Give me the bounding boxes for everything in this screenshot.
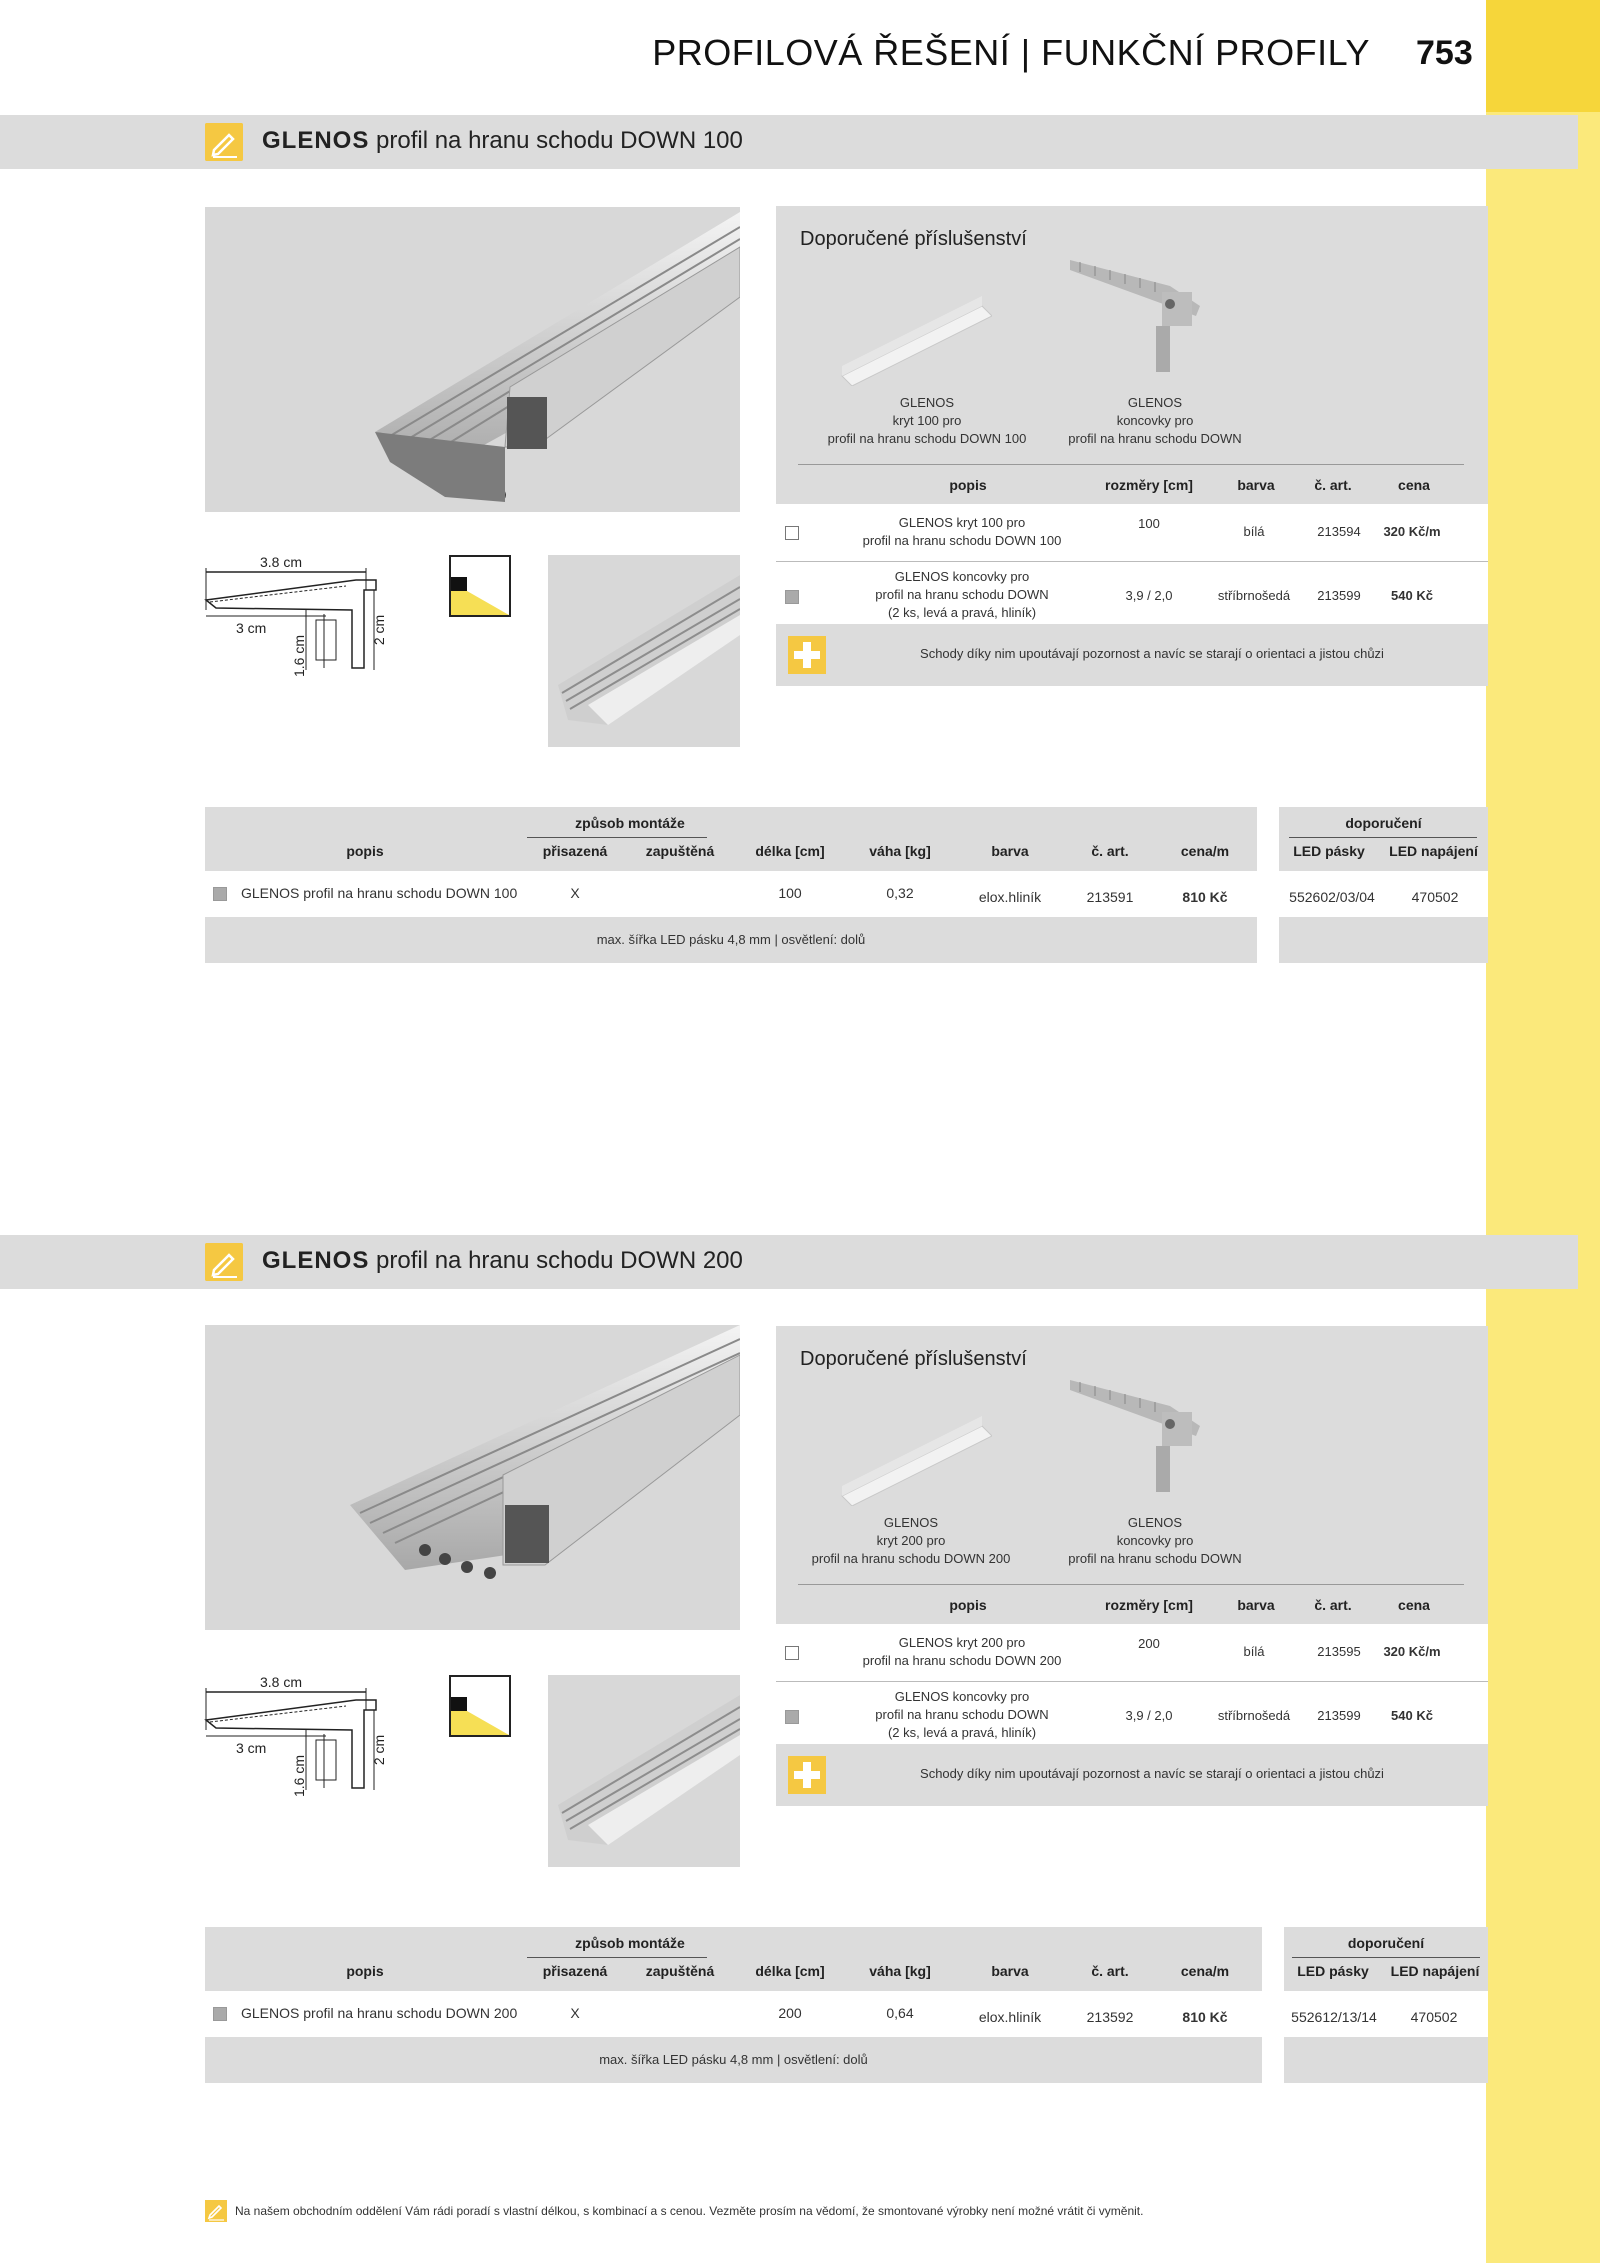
row-checkbox[interactable] <box>785 526 799 540</box>
accessory-item[interactable]: GLENOS kryt 200 pro profil na hranu schodu DOWN 200 <box>811 1515 1011 1566</box>
dimension-drawing <box>196 550 406 680</box>
accessory-row[interactable]: GLENOS koncovky pro profil na hranu schodu DOWN (2 ks, levá a pravá, hliník) 3,9 / 2,0 stříbrnošedá 213599 540 Kč <box>776 1682 1488 1748</box>
pencil-icon <box>205 2200 227 2222</box>
light-direction-icon <box>449 1675 511 1737</box>
category-tab[interactable] <box>1486 0 1600 112</box>
recommendation-row[interactable]: 552602/03/04 470502 <box>1279 871 1488 917</box>
row-checkbox[interactable] <box>785 590 799 604</box>
cover-image[interactable] <box>832 266 992 386</box>
footer-note <box>205 2200 1465 2224</box>
dim-height-total: 2 cm <box>371 1734 388 1766</box>
end-cap-image[interactable] <box>1070 1376 1220 1506</box>
tip-bar <box>776 1744 1488 1806</box>
profile-render <box>205 207 740 512</box>
product-photo <box>205 1325 740 1630</box>
product-detail-photo <box>548 555 740 747</box>
plus-icon <box>788 1756 826 1794</box>
product-note: max. šířka LED pásku 4,8 mm | osvětlení: dolů <box>205 917 1257 963</box>
pencil-icon <box>205 123 243 161</box>
product-photo <box>205 207 740 512</box>
page-title: PROFILOVÁ ŘEŠENÍ | FUNKČNÍ PROFILY <box>652 32 1370 73</box>
recommendation-row[interactable]: 552612/13/14 470502 <box>1284 1991 1488 2037</box>
accessory-item[interactable]: GLENOS kryt 100 pro profil na hranu schodu DOWN 100 <box>827 395 1027 446</box>
accessory-row[interactable]: GLENOS kryt 100 pro profil na hranu schodu DOWN 100 100 bílá 213594 320 Kč/m <box>776 504 1488 562</box>
accessories-table-header: popis rozměry [cm] barva č. art. cena <box>798 1584 1464 1624</box>
dim-width-top: 3.8 cm <box>260 1674 303 1690</box>
end-cap-image[interactable] <box>1070 256 1220 386</box>
accessory-item[interactable]: GLENOS koncovky pro profil na hranu schodu DOWN <box>1068 395 1242 446</box>
light-direction-icon <box>449 555 511 617</box>
section-title: GLENOS profil na hranu schodu DOWN 100 <box>262 127 743 154</box>
dimension-drawing <box>196 1670 406 1800</box>
page-header <box>0 0 1600 112</box>
accessory-item[interactable]: GLENOS koncovky pro profil na hranu schodu DOWN <box>1068 1515 1242 1566</box>
footer-text: Na našem obchodním oddělení Vám rádi poradí s vlastní délkou, s kombinací a s cenou. Vezměte prosím na vědomí, že smontované výrobky není možné vrátit či vyměnit. <box>235 2204 1144 2218</box>
dim-width-bottom: 3 cm <box>236 1740 267 1756</box>
accessory-row[interactable]: GLENOS kryt 200 pro profil na hranu schodu DOWN 200 200 bílá 213595 320 Kč/m <box>776 1624 1488 1682</box>
accessory-row[interactable]: GLENOS koncovky pro profil na hranu schodu DOWN (2 ks, levá a pravá, hliník) 3,9 / 2,0 stříbrnošedá 213599 540 Kč <box>776 562 1488 628</box>
tip-bar <box>776 624 1488 686</box>
product-table-header: způsob montáže popis přisazená zapuštěná délka [cm] váha [kg] barva č. art. cena/m <box>205 807 1257 871</box>
page-number: 753 <box>1416 34 1473 72</box>
dim-width-top: 3.8 cm <box>260 554 303 570</box>
accessories-table-header: popis rozměry [cm] barva č. art. cena <box>798 464 1464 504</box>
product-row[interactable]: GLENOS profil na hranu schodu DOWN 200 X 200 0,64 elox.hliník 213592 810 Kč <box>205 1991 1262 2037</box>
row-checkbox[interactable] <box>213 2007 227 2021</box>
dim-width-bottom: 3 cm <box>236 620 267 636</box>
cover-image[interactable] <box>832 1386 992 1506</box>
tip-text: Schody díky nim upoutávají pozornost a navíc se starají o orientaci a jistou chůzi <box>920 1766 1384 1781</box>
product-note: max. šířka LED pásku 4,8 mm | osvětlení: dolů <box>205 2037 1262 2083</box>
recommendation-header: doporučení LED pásky LED napájení <box>1284 1927 1488 1991</box>
accessories-heading: Doporučené příslušenství <box>800 1348 1027 1370</box>
accessories-panel <box>776 206 1488 686</box>
product-detail-photo <box>548 1675 740 1867</box>
dim-height-inner: 1.6 cm <box>291 634 308 678</box>
recommendation-header: doporučení LED pásky LED napájení <box>1279 807 1488 871</box>
row-checkbox[interactable] <box>785 1710 799 1724</box>
row-checkbox[interactable] <box>213 887 227 901</box>
product-table-header: způsob montáže popis přisazená zapuštěná délka [cm] váha [kg] barva č. art. cena/m <box>205 1927 1262 1991</box>
accessories-panel <box>776 1326 1488 1806</box>
tip-text: Schody díky nim upoutávají pozornost a navíc se starají o orientaci a jistou chůzi <box>920 646 1384 661</box>
pencil-icon <box>205 1243 243 1281</box>
side-strip <box>1486 0 1600 2263</box>
dim-height-inner: 1.6 cm <box>291 1754 308 1798</box>
section-title-bar <box>0 115 1578 169</box>
plus-icon <box>788 636 826 674</box>
accessories-heading: Doporučené příslušenství <box>800 228 1027 250</box>
product-row[interactable]: GLENOS profil na hranu schodu DOWN 100 X 100 0,32 elox.hliník 213591 810 Kč <box>205 871 1257 917</box>
row-checkbox[interactable] <box>785 1646 799 1660</box>
profile-render <box>205 1325 740 1630</box>
section-title: GLENOS profil na hranu schodu DOWN 200 <box>262 1247 743 1274</box>
section-title-bar <box>0 1235 1578 1289</box>
dim-height-total: 2 cm <box>371 614 388 646</box>
